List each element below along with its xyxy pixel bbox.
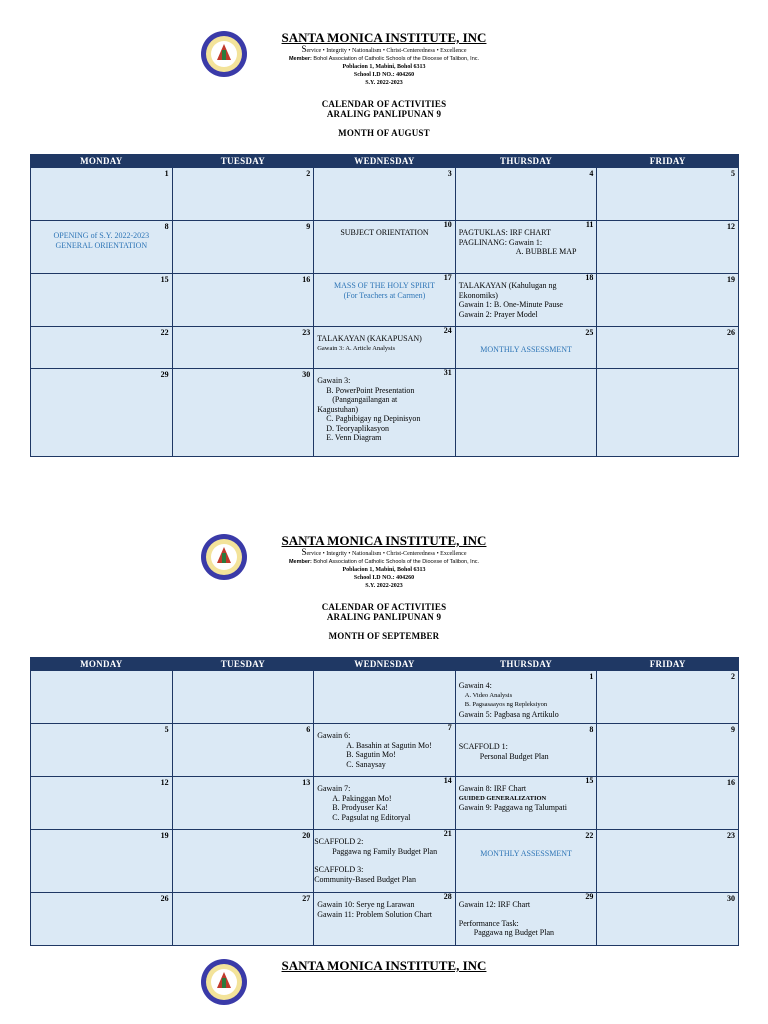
day-cell: [597, 369, 739, 457]
week-row: [31, 221, 739, 274]
day-cell: 10 SUBJECT ORIENTATION: [314, 221, 456, 274]
day-cell: 30: [597, 893, 739, 946]
day-cell: 12: [31, 777, 173, 830]
week-row: [31, 274, 739, 327]
day-cell: 21 SCAFFOLD 2: Paggawa ng Family Budget Plan SCAFFOLD 3: Community-Based Budget Plan: [314, 830, 456, 893]
day-header: MONDAY: [31, 155, 173, 168]
day-cell: 12: [597, 221, 739, 274]
day-cell: 24 TALAKAYAN (KAKAPUSAN) Gawain 3: A. Article Analysis: [314, 327, 456, 369]
event-text: Gawain 6:: [317, 731, 351, 740]
day-cell: 8 OPENING of S.Y. 2022-2023 GENERAL ORIENTATION: [31, 221, 173, 274]
day-cell: 22: [31, 327, 173, 369]
school-year: S.Y. 2022-2023: [365, 583, 403, 589]
day-cell: 19: [31, 830, 173, 893]
event-text: TALAKAYAN (Kahulugan ng: [458, 281, 557, 290]
day-cell: 23: [597, 830, 739, 893]
school-name: SANTA MONICA INSTITUTE, INC: [281, 958, 487, 973]
day-header: WEDNESDAY: [314, 658, 456, 671]
day-cell: 26: [31, 893, 173, 946]
event-text: B. PowerPoint Presentation: [326, 385, 415, 395]
day-cell: 19: [597, 274, 739, 327]
day-cell: [172, 671, 314, 724]
day-cell: 30: [172, 369, 314, 457]
school-year: S.Y. 2022-2023: [365, 80, 403, 86]
address: Poblacion 1, Mabini, Bohol 6313: [342, 567, 426, 573]
calendar-title: CALENDAR OF ACTIVITIES: [321, 602, 447, 612]
school-id: School I.D NO.: 404260: [353, 72, 415, 78]
subject-title: ARALING PANLIPUNAN 9: [326, 109, 442, 119]
day-cell: 14 Gawain 7: A. Pakinggan Mo! B. Prodyuser Ka! C. Pagsulat ng Editoryal: [314, 777, 456, 830]
school-id: School I.D NO.: 404260: [353, 575, 415, 581]
event-text: Paggawa ng Family Budget Plan: [332, 846, 438, 856]
day-cell: 15 Gawain 8: IRF Chart GUIDED GENERALIZATION Gawain 9: Paggawa ng Talumpati: [455, 777, 597, 830]
day-cell: 17 MASS OF THE HOLY SPIRIT (For Teachers at Carmen): [314, 274, 456, 327]
month-title: MONTH OF AUGUST: [338, 128, 430, 138]
event-text: Paggawa ng Budget Plan: [473, 928, 554, 937]
day-cell: 8 SCAFFOLD 1: Personal Budget Plan: [455, 724, 597, 777]
day-cell: 28 Gawain 10: Serye ng Larawan Gawain 11: Problem Solution Chart: [314, 893, 456, 946]
event-text: Gawain 3:: [317, 376, 351, 385]
week-row: [31, 777, 739, 830]
event-text: Gawain 8: IRF Chart: [458, 784, 527, 793]
address: Poblacion 1, Mabini, Bohol 6313: [342, 64, 426, 70]
week-row: [31, 327, 739, 369]
event-text: B. Prodyuser Ka!: [332, 803, 388, 812]
week-row: [31, 893, 739, 946]
day-header: WEDNESDAY: [314, 155, 456, 168]
event-text: Gawain 10: Serye ng Larawan: [317, 900, 415, 909]
week-row: [31, 168, 739, 221]
day-header: THURSDAY: [455, 658, 597, 671]
day-header: TUESDAY: [172, 658, 314, 671]
september-table: [30, 657, 739, 946]
event-text: A. BUBBLE MAP: [515, 247, 577, 256]
day-cell: 27: [172, 893, 314, 946]
event-text: Community-Based Budget Plan: [314, 874, 416, 884]
day-cell: 20: [172, 830, 314, 893]
event-text: A. Video Analysis: [464, 691, 513, 699]
day-cell: 16: [597, 777, 739, 830]
event-text: B. Pagsasaayos ng Repleksiyon: [464, 701, 548, 708]
day-cell: 25 MONTHLY ASSESSMENT: [455, 327, 597, 369]
event-text: MASS OF THE HOLY SPIRIT: [333, 281, 435, 290]
event-text: Gawain 9: Paggawa ng Talumpati: [458, 803, 567, 812]
day-cell: 11 PAGTUKLAS: IRF CHART PAGLINANG: Gawain 1: A. BUBBLE MAP: [455, 221, 597, 274]
day-cell: 13: [172, 777, 314, 830]
day-cell: [314, 671, 456, 724]
event-text: MONTHLY ASSESSMENT: [480, 849, 572, 858]
event-text: C. Pagsulat ng Editoryal: [332, 812, 411, 822]
event-text: SUBJECT ORIENTATION: [340, 228, 429, 237]
week-row: [31, 671, 739, 724]
event-text: Gawain 11: Problem Solution Chart: [317, 909, 432, 919]
calendar-title: CALENDAR OF ACTIVITIES: [321, 99, 447, 109]
event-text: Personal Budget Plan: [479, 751, 549, 761]
event-text: C. Pagbibigay ng Depinisyon: [326, 414, 421, 423]
week-row: [31, 830, 739, 893]
day-cell: 7 Gawain 6: A. Basahin at Sagutin Mo! B. Sagutin Mo! C. Sanaysay: [314, 724, 456, 777]
month-title: MONTH OF SEPTEMBER: [328, 631, 440, 641]
event-text: MONTHLY ASSESSMENT: [480, 345, 572, 354]
event-text: E. Venn Diagram: [326, 433, 382, 442]
day-header: TUESDAY: [172, 155, 314, 168]
event-text: (Pangangailangan at: [332, 395, 398, 404]
day-header-row: [31, 658, 739, 671]
event-text: TALAKAYAN (KAKAPUSAN): [317, 334, 422, 343]
august-table: [30, 154, 739, 457]
event-text: Gawain 3: A. Article Analysis: [317, 344, 395, 352]
day-cell: 29: [31, 369, 173, 457]
day-cell: 4: [455, 168, 597, 221]
event-text: Gawain 2: Prayer Model: [458, 309, 538, 319]
week-row: [31, 724, 739, 777]
day-cell: 18 TALAKAYAN (Kahulugan ng Ekonomiks) Gawain 1: B. One-Minute Pause Gawain 2: Prayer Model: [455, 274, 597, 327]
member-line: Member: Bohol Association of Catholic Schools of the Diocese of Talibon, Inc.: [288, 559, 480, 565]
school-name: SANTA MONICA INSTITUTE, INC: [281, 30, 487, 45]
event-text: C. Sanaysay: [346, 759, 386, 769]
event-text: Gawain 12: IRF Chart: [458, 900, 531, 909]
event-text: Kagustuhan): [317, 404, 359, 414]
event-text: SCAFFOLD 1:: [458, 742, 508, 751]
day-header-row: [31, 155, 739, 168]
week-row: [31, 369, 739, 457]
day-cell: 16: [172, 274, 314, 327]
event-text: Gawain 1: B. One-Minute Pause: [458, 300, 563, 309]
event-text: B. Sagutin Mo!: [346, 750, 396, 759]
event-text: SCAFFOLD 2:: [314, 837, 364, 846]
member-line: Member: Bohol Association of Catholic Schools of the Diocese of Talibon, Inc.: [288, 56, 480, 62]
day-header: FRIDAY: [597, 155, 739, 168]
day-cell: 29 Gawain 12: IRF Chart Performance Task: Paggawa ng Budget Plan: [455, 893, 597, 946]
event-text: Ekonomiks): [458, 290, 498, 300]
day-cell: 9: [172, 221, 314, 274]
day-cell: 2: [597, 671, 739, 724]
event-text: (For Teachers at Carmen): [343, 290, 426, 300]
day-cell: 9: [597, 724, 739, 777]
day-cell: 23: [172, 327, 314, 369]
event-text: Gawain 4:: [458, 681, 492, 690]
day-cell: [455, 369, 597, 457]
school-motto: Service • Integrity • Nationalism • Christ-Centeredness • Excellence: [301, 44, 467, 54]
day-cell: [31, 671, 173, 724]
event-text: PAGLINANG: Gawain 1:: [458, 237, 543, 247]
school-motto: Service • Integrity • Nationalism • Christ-Centeredness • Excellence: [301, 547, 467, 557]
day-cell: 5: [597, 168, 739, 221]
day-cell: 22 MONTHLY ASSESSMENT: [455, 830, 597, 893]
day-cell: 15: [31, 274, 173, 327]
event-text: A. Pakinggan Mo!: [332, 793, 392, 803]
event-text: A. Basahin at Sagutin Mo!: [346, 740, 432, 750]
day-header: THURSDAY: [455, 155, 597, 168]
event-text: D. Teoryaplikasyon: [326, 423, 390, 433]
day-cell: 1: [31, 168, 173, 221]
day-cell: 31 Gawain 3: B. PowerPoint Presentation (Pangangailangan at Kagustuhan) C. Pagbibigay ng Depinisyon D. Teoryaplikasyon E. Venn Diagram: [314, 369, 456, 457]
event-text: Gawain 7:: [317, 784, 351, 793]
event-text: GUIDED GENERALIZATION: [458, 794, 547, 802]
event-text: PAGTUKLAS: IRF CHART: [458, 228, 551, 237]
event-text: Performance Task:: [458, 918, 519, 928]
day-cell: 26: [597, 327, 739, 369]
school-name: SANTA MONICA INSTITUTE, INC: [281, 533, 487, 548]
day-cell: 5: [31, 724, 173, 777]
day-cell: 2: [172, 168, 314, 221]
event-text: GENERAL ORIENTATION: [55, 240, 148, 250]
subject-title: ARALING PANLIPUNAN 9: [326, 612, 442, 622]
event-text: OPENING of S.Y. 2022-2023: [53, 231, 150, 240]
day-header: FRIDAY: [597, 658, 739, 671]
event-text: Gawain 5: Pagbasa ng Artikulo: [458, 709, 559, 719]
day-header: MONDAY: [31, 658, 173, 671]
day-cell: 3: [314, 168, 456, 221]
day-cell: 6: [172, 724, 314, 777]
day-cell: 1 Gawain 4: A. Video Analysis B. Pagsasaayos ng Repleksiyon Gawain 5: Pagbasa ng Artikulo: [455, 671, 597, 724]
event-text: SCAFFOLD 3:: [314, 865, 364, 874]
